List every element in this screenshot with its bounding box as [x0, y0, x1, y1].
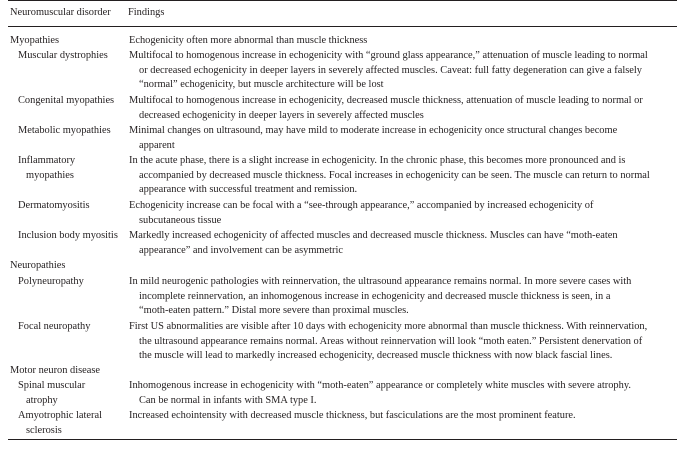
finding-line: accompanied by decreased muscle thickness. Focal increases in echogenicity can be seen. The muscle can return to normal: [139, 169, 650, 181]
row-label-muscular-dystrophies: [18, 49, 108, 64]
finding-line: the ultrasound appearance remains normal. Areas without reinnervation will look “moth eaten.” Persistent denervation of: [139, 335, 643, 347]
finding-line: Markedly increased echogenicity of affected muscles and decreased muscle thickness. Muscles can have “moth-eaten: [129, 230, 618, 241]
row-label-congenital-myopathies: [18, 94, 114, 109]
label-line: Congenital myopathies: [18, 95, 115, 106]
finding-line: Minimal changes on ultrasound, may have mild to moderate increase in echogenicity once structural changes become: [129, 125, 618, 136]
header-disorder: Neuromuscular disorder: [10, 7, 111, 18]
label-line: Spinal muscular: [18, 380, 86, 391]
finding-inclusion-body-myositis: [129, 229, 677, 258]
label-line: Dermatomyositis: [18, 200, 90, 211]
finding-focal-neuropathy: [129, 320, 677, 364]
finding-line: “normal” echogenicity, but muscle architecture will be lost: [139, 79, 384, 91]
finding-line: appearance with successful treatment and remission.: [139, 184, 358, 196]
row-label-inflammatory-myopathies: [18, 154, 75, 183]
finding-dermatomyositis: [129, 199, 677, 228]
row-label-dermatomyositis: [18, 199, 90, 214]
finding-congenital-myopathies: [129, 94, 677, 123]
finding-line: subcutaneous tissue: [139, 214, 222, 226]
label-line: Amyotrophic lateral: [18, 410, 102, 421]
finding-spinal-muscular-atrophy: [129, 379, 677, 408]
finding-metabolic-myopathies: [129, 124, 677, 153]
finding-amyotrophic-lateral-sclerosis: [129, 409, 677, 424]
bottom-rule: [8, 439, 677, 440]
finding-line: incomplete reinnervation, an inhomogenous increase in echogenicity and decreased muscle thickness is seen, in a: [139, 290, 611, 302]
row-label-polyneuropathy: [18, 275, 84, 290]
finding-polyneuropathy: [129, 275, 677, 319]
header-findings: Findings: [128, 7, 165, 18]
row-label-spinal-muscular-atrophy: [18, 379, 85, 408]
label-line: Inflammatory: [18, 155, 76, 166]
finding-line: “moth-eaten pattern.” Distal more severe than proximal muscles.: [139, 305, 409, 317]
finding-line: Inhomogenous increase in echogenicity with “moth-eaten” appearance or completely white muscles with severe atrophy.: [129, 380, 631, 391]
finding-inflammatory-myopathies: [129, 154, 677, 198]
group-myopathies: Myopathies: [10, 35, 60, 46]
finding-myopathies: Echogenicity often more abnormal than muscle thickness: [129, 35, 368, 46]
finding-line: In the acute phase, there is a slight increase in echogenicity. In the chronic phase, this becomes more pronounced and is: [129, 155, 626, 166]
label-line: sclerosis: [26, 424, 62, 436]
finding-line: the muscle will lead to markedly increased echogenicity, decreased muscle thickness with now black fascial lines.: [139, 350, 613, 362]
finding-line: Increased echointensity with decreased muscle thickness, but fasciculations are the most prominent feature.: [129, 410, 576, 421]
group-motor-neuron-disease: Motor neuron disease: [10, 365, 101, 376]
finding-line: First US abnormalities are visible after 10 days with echogenicity more abnormal than muscle thickness. With reinnervation,: [129, 321, 648, 332]
label-line: myopathies: [26, 169, 74, 181]
finding-line: Can be normal in infants with SMA type I.: [139, 394, 317, 406]
finding-line: Echogenicity increase can be focal with a “see-through appearance,” accompanied by increased echogenicity of: [129, 200, 594, 211]
finding-line: appearance” and involvement can be asymmetric: [139, 244, 343, 256]
label-line: Muscular dystrophies: [18, 50, 108, 61]
finding-line: decreased echogenicity in deeper layers in severely affected muscles: [139, 109, 424, 121]
row-label-focal-neuropathy: [18, 320, 90, 335]
finding-line: Multifocal to homogenous increase in echogenicity, decreased muscle thickness, attenuation of muscle leading to normal or: [129, 95, 643, 106]
label-line: Inclusion body myositis: [18, 230, 118, 241]
label-line: Metabolic myopathies: [18, 125, 111, 136]
row-label-metabolic-myopathies: [18, 124, 111, 139]
row-label-amyotrophic-lateral-sclerosis: [18, 409, 102, 438]
header-rule: [8, 26, 677, 27]
group-neuropathies: Neuropathies: [10, 260, 66, 271]
row-label-inclusion-body-myositis: [18, 229, 118, 244]
finding-muscular-dystrophies: [129, 49, 677, 93]
label-line: atrophy: [26, 394, 58, 406]
finding-line: or decreased echogenicity in deeper layers in severely affected muscles. Caveat: full fatty degeneration can give a falsely: [139, 64, 642, 76]
top-rule: [8, 0, 677, 1]
label-line: Focal neuropathy: [18, 321, 91, 332]
label-line: Polyneuropathy: [18, 276, 84, 287]
finding-line: In mild neurogenic pathologies with reinnervation, the ultrasound appearance remains normal. In more severe cases with: [129, 276, 632, 287]
finding-line: Multifocal to homogenous increase in echogenicity with “ground glass appearance,” attenuation of muscle leading to normal: [129, 50, 648, 61]
finding-line: apparent: [139, 139, 175, 151]
